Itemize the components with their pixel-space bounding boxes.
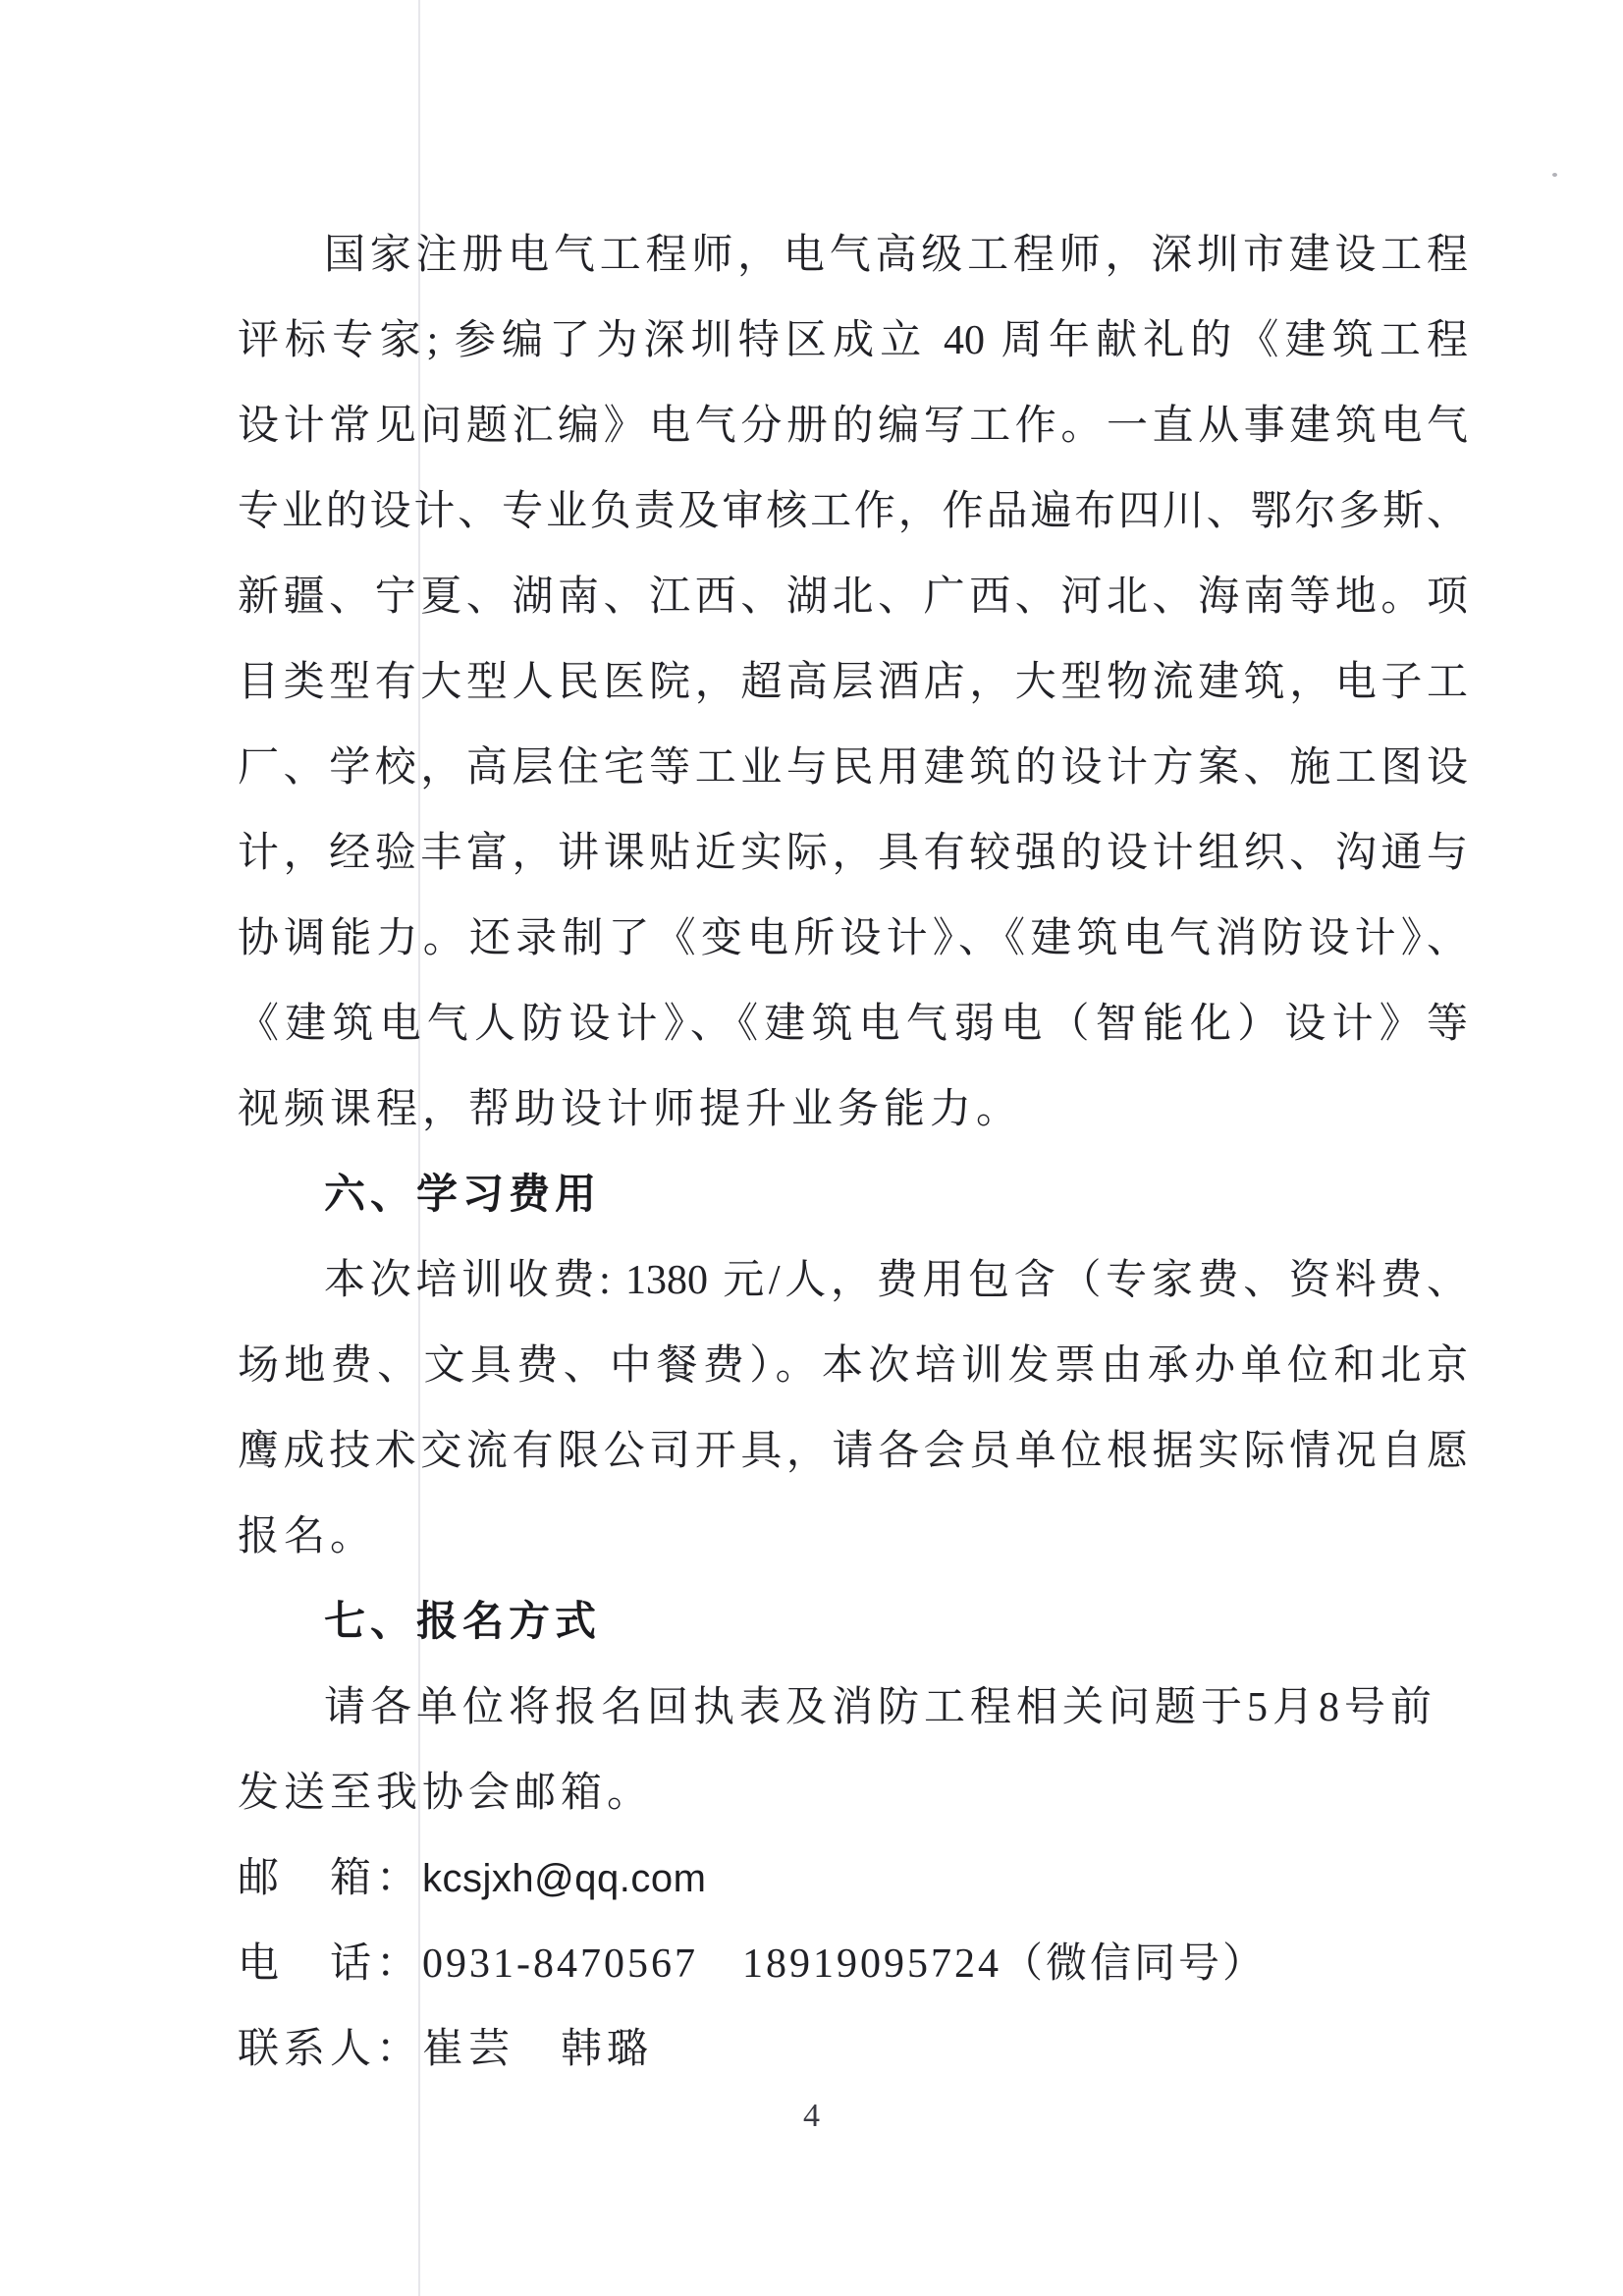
fee-line: 报名。 [238, 1514, 377, 1559]
contact-person-row [238, 2007, 1468, 2093]
bio-line: 视频课程，帮助设计师提升业务能力。 [238, 1087, 1023, 1132]
contact-email-label: 邮 箱： [238, 1856, 423, 1901]
bio-line: 厂、学校，高层住宅等工业与民用建筑的设计方案、施工图设 [238, 745, 1468, 791]
signup-line: 发送至我协会邮箱。 [238, 1771, 654, 1816]
signup-line: 请各单位将报名回执表及消防工程相关问题于5月8号前 [324, 1685, 1437, 1730]
bio-line: 计，经验丰富，讲课贴近实际，具有较强的设计组织、沟通与 [238, 831, 1468, 876]
bio-line: 国家注册电气工程师，电气高级工程师，深圳市建设工程 [324, 233, 1468, 278]
bio-line: 设计常见问题汇编》电气分册的编写工作。一直从事建筑电气 [238, 404, 1468, 449]
contact-email-value: kcsjxh@qq.com [422, 1857, 707, 1900]
contact-person-label: 联系人： [238, 2027, 423, 2072]
contact-phone-value: 0931-8470567 18919095724（微信同号） [422, 1941, 1268, 1987]
contact-phone-label: 电 话： [238, 1941, 423, 1987]
bio-line: 《建筑电气人防设计》、《建筑电气弱电（智能化）设计》等 [238, 1002, 1468, 1047]
fee-line: 本次培训收费: 1380 元/人，费用包含（专家费、资料费、 [324, 1258, 1468, 1303]
section-heading-signup: 七、报名方式 [324, 1600, 602, 1645]
bio-line: 专业的设计、专业负责及审核工作，作品遍布四川、鄂尔多斯、 [238, 489, 1468, 534]
section-heading-fee: 六、学习费用 [324, 1173, 602, 1218]
document-body [238, 213, 1468, 2093]
contact-phone-row [238, 1922, 1468, 2007]
bio-line: 新疆、宁夏、湖南、江西、湖北、广西、河北、海南等地。项 [238, 574, 1468, 620]
page-number: 4 [803, 2098, 820, 2134]
bio-line: 目类型有大型人民医院，超高层酒店，大型物流建筑，电子工 [238, 660, 1468, 705]
bio-line: 协调能力。还录制了《变电所设计》、《建筑电气消防设计》、 [238, 916, 1468, 961]
fee-line: 鹰成技术交流有限公司开具，请各会员单位根据实际情况自愿 [238, 1429, 1468, 1474]
bio-line: 评标专家; 参编了为深圳特区成立 40 周年献礼的《建筑工程 [238, 318, 1468, 363]
contact-person-value: 崔芸 韩璐 [422, 2027, 654, 2072]
contact-email-row [238, 1836, 1468, 1922]
fee-line: 场地费、文具费、中餐费）。本次培训发票由承办单位和北京 [238, 1343, 1468, 1389]
scan-speck-artifact [1552, 173, 1557, 177]
